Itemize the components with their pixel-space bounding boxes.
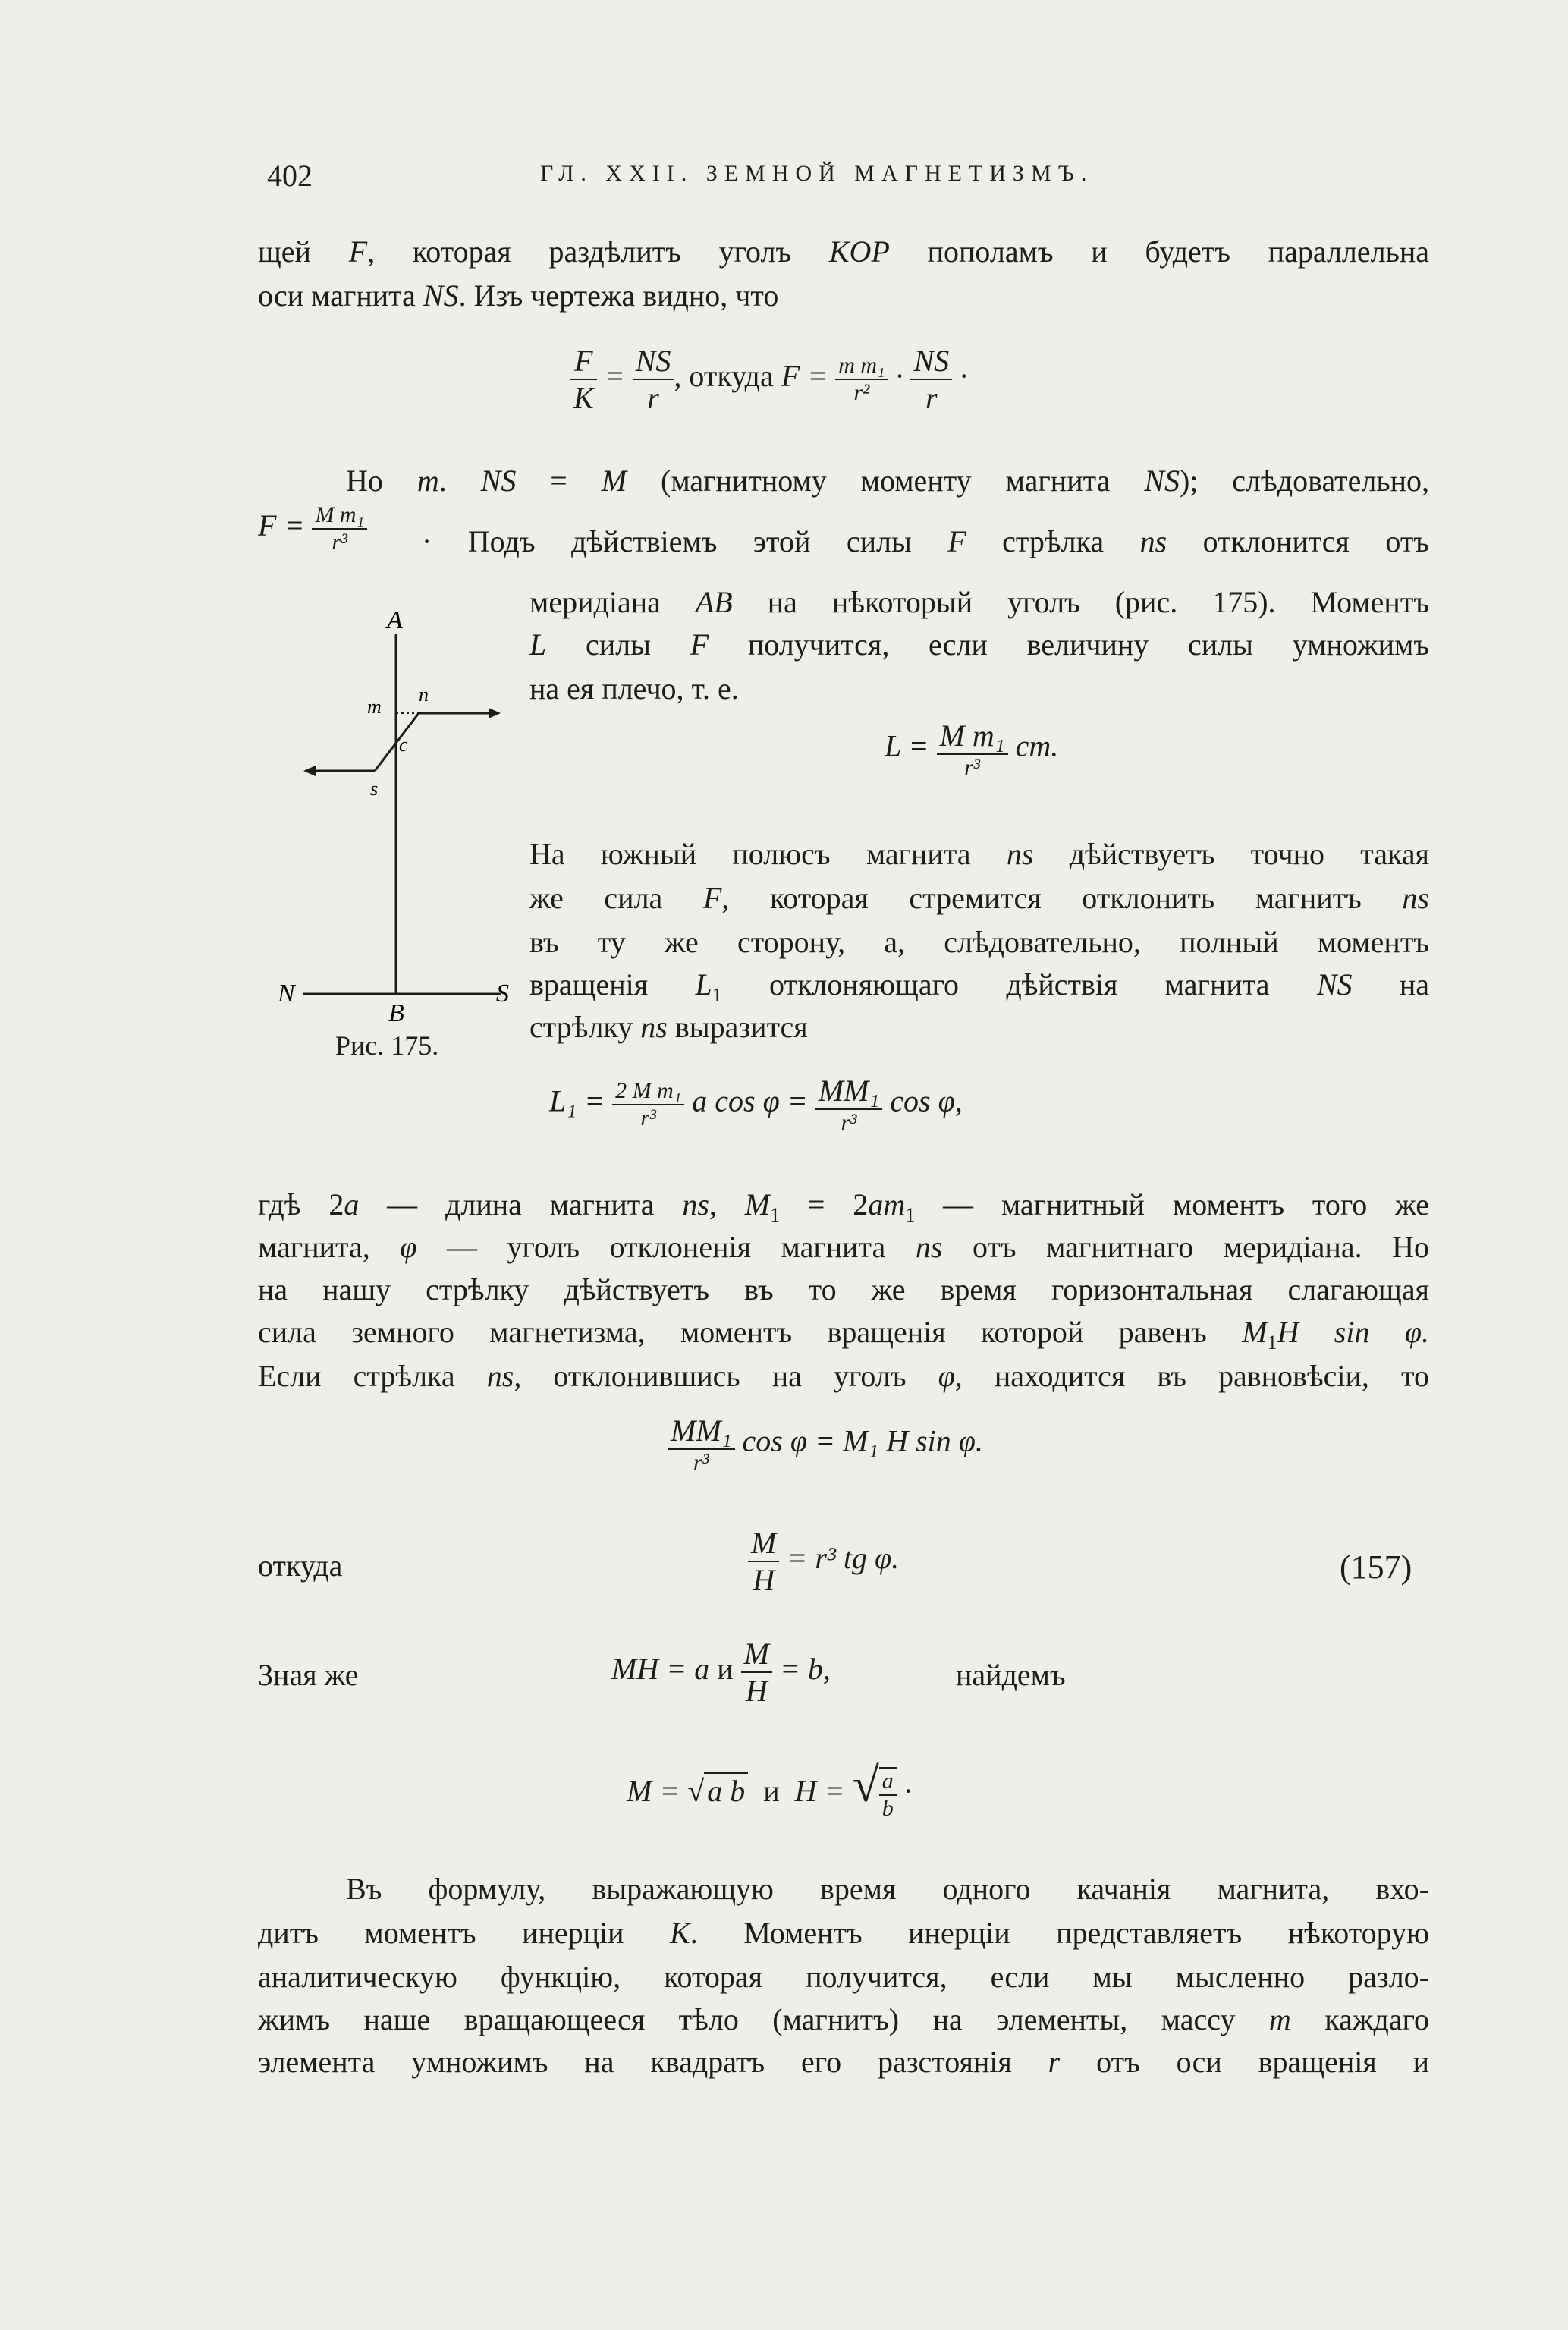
figure-caption: Рис. 175.	[335, 1030, 439, 1061]
page-number: 402	[267, 159, 313, 193]
label-m: m	[367, 696, 382, 718]
text-line: на нашу стрѣлку дѣйствуетъ въ то же время горизонтальная слагающая	[258, 1272, 1429, 1306]
text-line: Но m. NS = M (магнитному моменту магнита NS); слѣдовательно,	[346, 464, 1430, 498]
equation-2: F = $\frac{\text{M m₁}}{\text{r³}}$	[258, 502, 367, 555]
text-line: вращенія $L_1$ отклоняющаго дѣйствія магнита NS на	[529, 967, 1429, 1006]
text-line: L силы F получится, если величину силы умножимъ	[529, 627, 1429, 662]
text-line: дитъ моментъ инерціи K. Моментъ инерціи представляетъ нѣкоторую	[258, 1916, 1429, 1950]
text-line: гдѣ 2a — длина магнита ns, $M_1 = 2am_1$ — магнитный моментъ того же	[258, 1187, 1430, 1226]
figure-175	[273, 599, 531, 1024]
text-line: оси магнита NS. Изъ чертежа видно, что	[258, 278, 779, 313]
text-najdem: найдемъ	[956, 1658, 1066, 1692]
label-A: A	[387, 606, 403, 634]
equation-5: $\frac{\text{MM₁}}{\text{r³}}$ cos φ = M₁ H sin φ.	[668, 1413, 983, 1476]
text-line: сила земного магнетизма, моментъ вращенія которой равенъ $M_1H$ sin φ.	[258, 1315, 1429, 1354]
equation-8: M = √ a b и H = √ $\frac{a}{b}$ ·	[627, 1758, 912, 1821]
equation-6: $\frac{M}{H}$ = r³ tg φ.	[748, 1525, 899, 1598]
label-c: c	[399, 734, 408, 756]
label-N: N	[278, 979, 295, 1008]
equation-3: L = $\frac{\text{M m₁}}{\text{r³}}$ cm.	[885, 718, 1059, 780]
equation-number: (157)	[1340, 1549, 1412, 1586]
text-line: На южный полюсъ магнита ns дѣйствуетъ точно такая	[529, 837, 1430, 871]
text-line: Если стрѣлка ns, отклонившись на уголъ φ, находится въ равновѣсіи, то	[258, 1359, 1429, 1393]
text-line: аналитическую функцію, которая получится, если мы мысленно разло-	[258, 1960, 1429, 1994]
text-otkuda: откуда	[258, 1549, 343, 1583]
text-line: на ея плечо, т. е.	[529, 671, 739, 706]
text-line: магнита, φ — уголъ отклоненія магнита ns отъ магнитнаго меридіана. Но	[258, 1230, 1430, 1264]
text-line: Въ формулу, выражающую время одного качанія магнита, вхо-	[346, 1872, 1429, 1906]
label-B: B	[388, 999, 404, 1024]
equation-4: L₁ = $\frac{\text{2 M m₁}}{\text{r³}}$ a cos φ = $\frac{\text{MM₁}}{\text{r³}}$ cos φ,	[549, 1074, 963, 1135]
text-line: щей F, которая раздѣлитъ уголъ KOP пополамъ и будетъ параллельна	[258, 234, 1429, 269]
label-S: S	[496, 979, 509, 1008]
label-s: s	[370, 778, 379, 800]
text-znaya: Зная же	[258, 1658, 359, 1692]
text-line: въ ту же сторону, а, слѣдовательно, полный моментъ	[529, 925, 1429, 959]
text-line: · Подъ дѣйствіемъ этой силы F стрѣлка ns отклонится отъ	[422, 524, 1429, 558]
equation-7: MH = a и $\frac{M}{H}$ = b,	[611, 1637, 831, 1708]
text-line: меридіана AB на нѣкоторый уголъ (рис. 175). Моментъ	[529, 585, 1429, 619]
equation-1: $\frac{F}{K}$ = $\frac{NS}{r}$ , откуда F = $\frac{\text{m m₁}}{\text{r²}}$ · $\frac{NS}{r}$ ·	[570, 343, 967, 416]
running-title: ГЛ. XXII. ЗЕМНОЙ МАГНЕТИЗМЪ.	[540, 161, 1094, 186]
text-line: же сила F, которая стремится отклонить магнитъ ns	[529, 881, 1429, 915]
label-n: n	[419, 684, 429, 706]
text-line: элемента умножимъ на квадратъ его разстоянія r отъ оси вращенія и	[258, 2045, 1429, 2079]
text-line: стрѣлку ns выразится	[529, 1010, 808, 1044]
text-line: жимъ наше вращающееся тѣло (магнитъ) на элементы, массу m каждаго	[258, 2002, 1430, 2036]
